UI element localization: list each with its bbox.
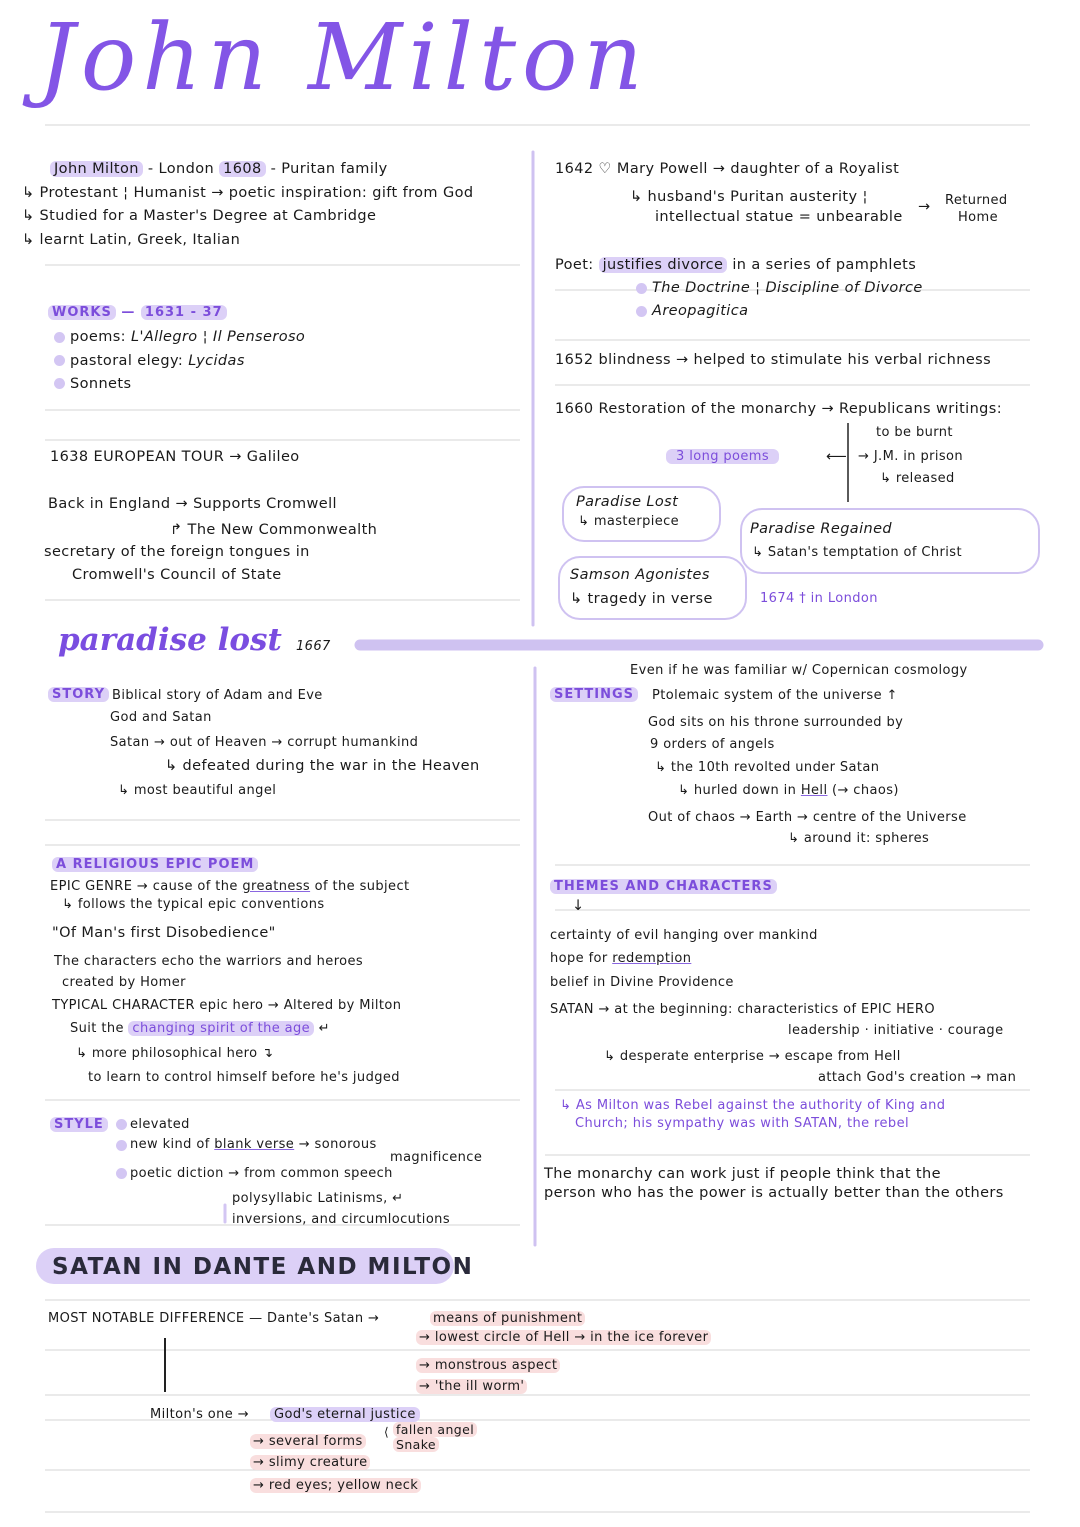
story-heading: [48, 686, 109, 704]
husband-line-1: ↳ husband's Puritan austerity ¦: [630, 189, 868, 205]
themes-line-8: ↳ As Milton was Rebel against the authority of King and: [560, 1098, 946, 1113]
blindness: 1652 blindness → helped to stimulate his verbal richness: [555, 352, 992, 368]
bio-line-3: ↳ Studied for a Master's Degree at Cambridge: [22, 208, 377, 224]
settings-label: SETTINGS: [550, 687, 638, 702]
style-line-1: elevated: [130, 1117, 190, 1132]
milton-m2b: Snake: [393, 1437, 439, 1452]
epic-line-4: The characters echo the warriors and heroes: [54, 954, 364, 969]
epic-l1-post: of the subject: [314, 879, 410, 894]
bio-line-4: ↳ learnt Latin, Greek, Italian: [22, 232, 241, 248]
style-line-2: [130, 1136, 377, 1154]
bullet-icon: [116, 1140, 127, 1151]
milton-brace: ⟨: [384, 1425, 390, 1439]
story-label: STORY: [48, 687, 109, 702]
dante-d1: means of punishment: [430, 1311, 585, 1326]
page-title: John Milton: [38, 4, 649, 111]
works-sonnets: Sonnets: [70, 376, 132, 392]
works-heading: WORKS — 1631 - 37: [48, 304, 227, 322]
bullet-icon: [116, 1168, 127, 1179]
epic-line-5: created by Homer: [62, 975, 186, 990]
long-poems-arrow: ⟵: [826, 449, 848, 465]
doctrine-title: The Doctrine ¦ Discipline of Divorce: [652, 280, 923, 296]
husband-line-2: intellectual statue = unbearable: [655, 209, 903, 225]
milton-snake: [393, 1438, 439, 1452]
poems-titles: L'Allegro ¦ Il Penseroso: [130, 329, 306, 345]
milton-eyes: [250, 1477, 421, 1495]
epic-line-8: ↳ more philosophical hero ↴: [76, 1046, 274, 1061]
epic-line-9: to learn to control himself before he's judged: [88, 1070, 400, 1085]
paradise-lost-heading: paradise lost: [58, 622, 282, 658]
restoration: 1660 Restoration of the monarchy → Republicans writings:: [555, 401, 1003, 417]
bio-line-1: [50, 160, 388, 178]
story-line-1: Biblical story of Adam and Eve: [112, 688, 323, 703]
long-poems: [666, 448, 779, 466]
milton-m2a: fallen angel: [393, 1422, 477, 1437]
themes-line-2: [550, 950, 691, 968]
elegy-title: Lycidas: [188, 353, 245, 369]
bio-name: John Milton: [50, 161, 143, 177]
paradise-regained-cloud: [740, 508, 1040, 574]
story-line-2: God and Satan: [110, 710, 212, 725]
dante-d3-text: → monstrous aspect: [416, 1358, 560, 1373]
themes-line-4: SATAN → at the beginning: characteristics of EPIC HERO: [550, 1002, 935, 1017]
returned-arrow: →: [918, 199, 931, 215]
returned-line-1: Returned: [945, 193, 1008, 208]
marriage: 1642 ♡ Mary Powell → daughter of a Royalist: [555, 161, 900, 177]
settings-line-6: Out of chaos → Earth → centre of the Universe: [648, 810, 967, 825]
story-line-5: ↳ most beautiful angel: [118, 783, 277, 798]
epic-line-7: [70, 1020, 330, 1038]
epic-l7-highlight: changing spirit of the age: [128, 1021, 314, 1036]
settings-heading: [550, 686, 638, 704]
works-years: 1631 - 37: [141, 305, 227, 320]
style-line-4: polysyllabic Latinisms, ↵: [232, 1191, 404, 1206]
settings-line-2: God sits on his throne surrounded by: [648, 715, 904, 730]
style-l2-pre: new kind of: [130, 1137, 210, 1152]
returned-line-2: Home: [958, 210, 998, 225]
european-tour: 1638 EUROPEAN TOUR → Galileo: [50, 449, 300, 465]
themes-label: THEMES AND CHARACTERS: [550, 879, 777, 894]
poet-divorce: [555, 256, 916, 274]
satan-heading: SATAN IN DANTE AND MILTON: [52, 1254, 474, 1280]
settings-note: Even if he was familiar w/ Copernican cosmology: [630, 663, 968, 678]
epic-label: A RELIGIOUS EPIC POEM: [52, 857, 258, 872]
style-blank-verse: blank verse: [214, 1137, 295, 1152]
england-line-4: Cromwell's Council of State: [72, 567, 282, 583]
settings-line-1: Ptolemaic system of the universe ↑: [652, 688, 898, 703]
jm-prison: → J.M. in prison: [858, 449, 964, 464]
epic-l7-pre: Suit the: [70, 1021, 124, 1036]
dante-d3: [416, 1357, 560, 1375]
elegy-label: pastoral elegy:: [70, 353, 184, 369]
themes-line-11: person who has the power is actually better than the others: [544, 1185, 1004, 1201]
style-l2-post: → sonorous: [298, 1137, 377, 1152]
bio-year: 1608: [219, 161, 266, 177]
dante-d2-text: → lowest circle of Hell → in the ice forever: [416, 1330, 711, 1345]
samson-title: Samson Agonistes: [570, 567, 710, 583]
bullet-icon: [116, 1119, 127, 1130]
style-line-5: inversions, and circumlocutions: [232, 1212, 450, 1227]
themes-redemption: redemption: [612, 951, 692, 966]
settings-line-5: [678, 782, 899, 800]
england-line-1: Back in England → Supports Cromwell: [48, 496, 337, 512]
settings-line-7: ↳ around it: spheres: [788, 831, 930, 846]
themes-line-5: leadership · initiative · courage: [788, 1023, 1004, 1038]
milton-fallen-angel: [393, 1423, 477, 1437]
themes-heading: [550, 878, 777, 896]
poet-rest: in a series of pamphlets: [732, 257, 917, 273]
milton-forms: [250, 1433, 366, 1451]
bullet-icon: [54, 332, 65, 343]
settings-l5-post: (→ chaos): [832, 783, 899, 798]
milton-m3: → slimy creature: [250, 1455, 370, 1470]
dante-d2: [416, 1329, 711, 1347]
epic-line-6: TYPICAL CHARACTER epic hero → Altered by Milton: [52, 998, 402, 1013]
satan-difference: MOST NOTABLE DIFFERENCE — Dante's Satan →: [48, 1311, 380, 1326]
style-line-2b: magnificence: [390, 1150, 483, 1165]
style-line-3: poetic diction → from common speech: [130, 1166, 393, 1181]
epic-heading: [52, 856, 258, 874]
bullet-icon: [636, 283, 647, 294]
epic-line-2: ↳ follows the typical epic conventions: [62, 897, 325, 912]
death: 1674 † in London: [760, 591, 878, 606]
epic-l1-pre: EPIC GENRE → cause of the: [50, 879, 238, 894]
poet-label: Poet:: [555, 257, 594, 273]
story-line-3: Satan → out of Heaven → corrupt humankind: [110, 735, 419, 750]
long-poems-label: 3 long poems: [666, 449, 779, 464]
pr-title: Paradise Regained: [750, 521, 893, 537]
to-be-burnt: to be burnt: [876, 425, 953, 440]
dante-punishment: [430, 1310, 585, 1328]
themes-line-1: certainty of evil hanging over mankind: [550, 928, 818, 943]
areopagitica-title: Areopagitica: [652, 303, 749, 319]
bio-place: - London: [147, 161, 215, 177]
themes-line-7: attach God's creation → man: [818, 1070, 1017, 1085]
epic-l1-greatness: greatness: [242, 879, 311, 894]
epic-l7-post: ↵: [318, 1021, 330, 1036]
style-heading: [50, 1116, 108, 1134]
style-label: STYLE: [50, 1117, 108, 1132]
themes-line-10: The monarchy can work just if people think that the: [544, 1166, 941, 1182]
bio-family: - Puritan family: [270, 161, 388, 177]
bio-line-2: ↳ Protestant ¦ Humanist → poetic inspiration: gift from God: [22, 185, 474, 201]
epic-line-1: [50, 878, 410, 896]
themes-line-3: belief in Divine Providence: [550, 975, 734, 990]
milton-one: Milton's one →: [150, 1407, 250, 1422]
epic-line-3: "Of Man's first Disobedience": [52, 925, 276, 941]
works-elegy: [70, 352, 245, 370]
pl-title: Paradise Lost: [576, 494, 679, 510]
england-line-2: ↱ The New Commonwealth: [170, 522, 378, 538]
bullet-icon: [54, 378, 65, 389]
themes-l2-pre: hope for: [550, 951, 608, 966]
milton-m1: God's eternal justice: [270, 1407, 420, 1422]
pr-sub: ↳ Satan's temptation of Christ: [752, 545, 962, 560]
paradise-lost-year: 1667: [296, 639, 331, 654]
settings-line-3: 9 orders of angels: [650, 737, 775, 752]
pl-sub: ↳ masterpiece: [578, 514, 680, 529]
milton-m4: → red eyes; yellow neck: [250, 1478, 421, 1493]
dante-d4-text: → 'the ill worm': [416, 1379, 527, 1394]
settings-l5-pre: ↳ hurled down in: [678, 783, 797, 798]
themes-line-9: Church; his sympathy was with SATAN, the rebel: [575, 1116, 909, 1131]
works-label: WORKS: [48, 305, 116, 320]
settings-line-4: ↳ the 10th revolted under Satan: [655, 760, 880, 775]
dante-d4: [416, 1378, 527, 1396]
poet-highlight: justifies divorce: [599, 257, 728, 273]
themes-down-arrow: ↓: [572, 898, 585, 914]
england-line-3: secretary of the foreign tongues in: [44, 544, 310, 560]
bullet-icon: [54, 355, 65, 366]
works-poems: [70, 328, 305, 346]
released: ↳ released: [880, 471, 955, 486]
milton-slimy: [250, 1454, 370, 1472]
poems-label: poems:: [70, 329, 126, 345]
story-line-4: ↳ defeated during the war in the Heaven: [165, 758, 480, 774]
themes-line-6: ↳ desperate enterprise → escape from Hell: [604, 1049, 901, 1064]
milton-m2: → several forms: [250, 1434, 366, 1449]
settings-hell: Hell: [800, 783, 828, 798]
samson-sub: ↳ tragedy in verse: [570, 591, 713, 607]
bullet-icon: [636, 306, 647, 317]
